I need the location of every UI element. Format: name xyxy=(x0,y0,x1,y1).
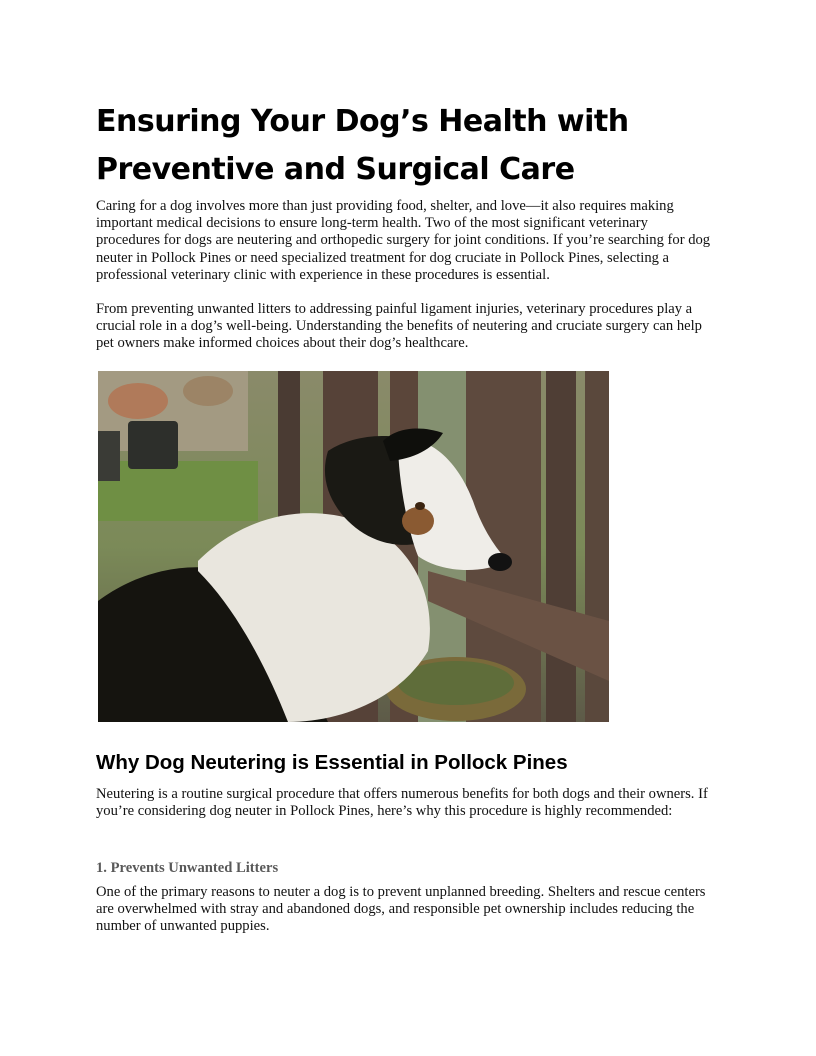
dog-photo xyxy=(98,371,609,722)
article-title: Ensuring Your Dog’s Health with Preventive and Surgical Care xyxy=(96,104,629,187)
subsection-heading: 1. Prevents Unwanted Litters xyxy=(96,860,279,876)
subsection-paragraph: One of the primary reasons to neuter a dog is to prevent unplanned breeding. Shelters and rescue centers are overwhelmed with stray and abandoned dogs, and responsible pet ownership includes reducing the number of unwanted puppies. xyxy=(96,884,706,935)
section-paragraph: Neutering is a routine surgical procedure that offers numerous benefits for both dogs and their owners. If you’re considering dog neuter in Pollock Pines, here’s why this procedure is highly recommended: xyxy=(96,786,708,820)
section-heading: Why Dog Neutering is Essential in Pollock Pines xyxy=(96,751,568,774)
intro-paragraph-2: From preventing unwanted litters to addressing painful ligament injuries, veterinary procedures play a crucial role in a dog’s well-being. Understanding the benefits of neutering and cruciate surgery can help pet owners make informed choices about their dog’s healthcare. xyxy=(96,301,702,352)
intro-paragraph-1: Caring for a dog involves more than just providing food, shelter, and love—it also requires making important medical decisions to ensure long-term health. Two of the most significant veterinary procedures for dogs are neutering and orthopedic surgery for joint conditions. If you’re searching for dog neuter in Pollock Pines or need specialized treatment for dog cruciate in Pollock Pines, selecting a professional veterinary clinic with experience in these procedures is essential. xyxy=(96,198,711,283)
